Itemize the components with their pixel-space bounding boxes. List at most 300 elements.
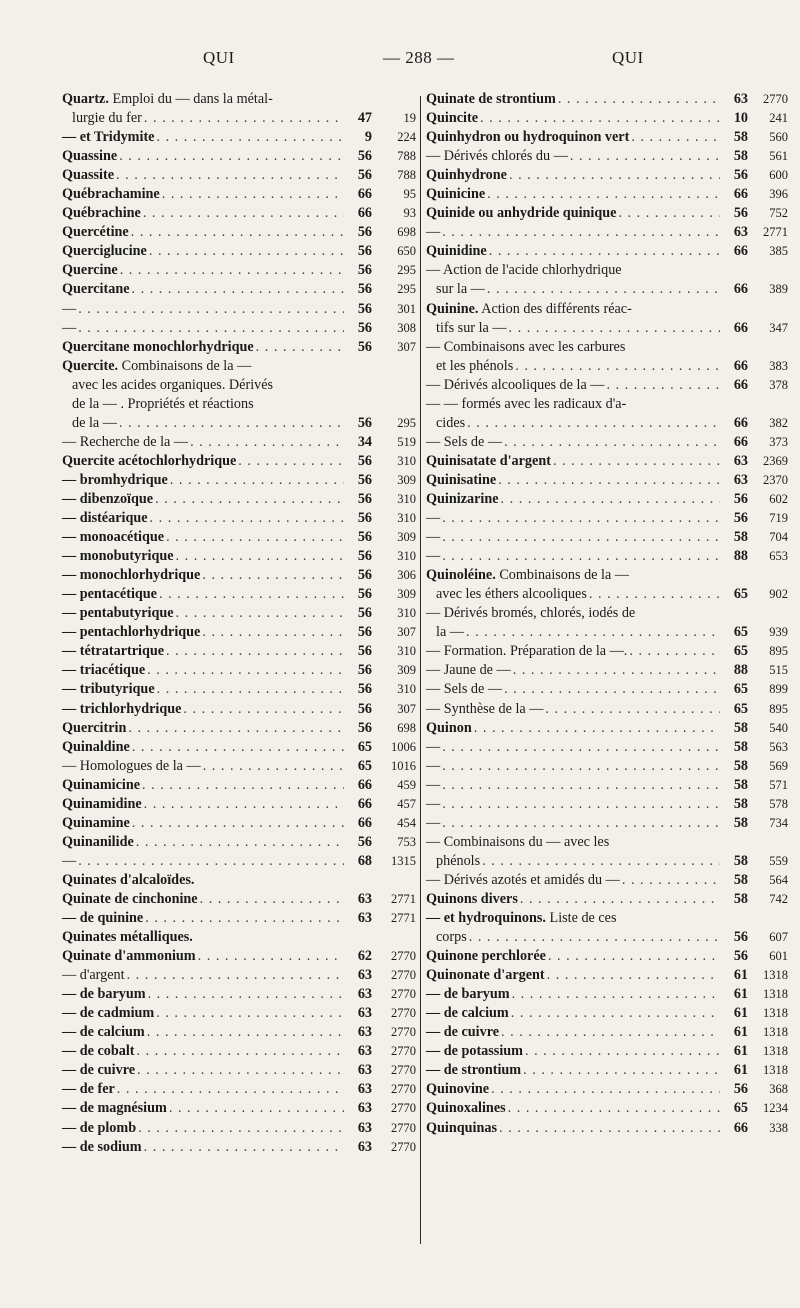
leader-dots xyxy=(170,471,344,490)
volume-number: 88 xyxy=(733,662,748,679)
leader-dots xyxy=(117,1080,344,1099)
index-entry xyxy=(426,1061,788,1080)
index-entry xyxy=(62,661,416,680)
entry-text: — de fer xyxy=(62,1081,115,1098)
entry-text: — trichlorhydrique xyxy=(62,700,182,717)
page-reference: 373 xyxy=(769,434,788,449)
page-reference: 1234 xyxy=(763,1101,788,1116)
entry-text: Quinone perchlorée xyxy=(426,948,546,965)
index-entry xyxy=(62,433,416,452)
volume-number: 63 xyxy=(733,471,748,488)
index-entry xyxy=(426,452,788,471)
index-entry xyxy=(426,833,788,871)
entry-text: — de plomb xyxy=(62,1119,137,1136)
leader-dots xyxy=(523,1061,720,1080)
leader-dots xyxy=(469,928,720,947)
index-entry xyxy=(62,452,416,471)
volume-number: 56 xyxy=(357,319,372,336)
leader-dots xyxy=(442,776,720,795)
entry-text: Quercitrin xyxy=(62,719,127,736)
entry-text: Quinoxalines xyxy=(426,1100,506,1117)
entry-text: — de potassium xyxy=(426,1043,523,1060)
volume-number: 58 xyxy=(733,890,748,907)
index-entry xyxy=(426,471,788,490)
volume-number: 65 xyxy=(733,643,748,660)
leader-dots xyxy=(442,509,720,528)
page-reference: 742 xyxy=(769,891,788,906)
leader-dots xyxy=(137,1061,344,1080)
index-entry xyxy=(62,928,416,947)
index-entry xyxy=(62,871,416,890)
leader-dots xyxy=(116,166,344,185)
leader-dots xyxy=(513,661,720,680)
entry-text: Quinamine xyxy=(62,814,130,831)
index-entry xyxy=(426,757,788,776)
index-entry xyxy=(62,909,416,928)
leader-dots xyxy=(442,528,720,547)
volume-number: 61 xyxy=(733,967,748,984)
index-entry xyxy=(426,204,788,223)
index-entry xyxy=(426,147,788,166)
page-reference: 307 xyxy=(397,701,416,716)
volume-number: 66 xyxy=(733,1119,748,1136)
leader-dots xyxy=(499,1119,720,1138)
entry-text: — de quinine xyxy=(62,910,144,927)
page-reference: 698 xyxy=(397,720,416,735)
volume-number: 56 xyxy=(357,490,372,507)
entry-text: — tributyrique xyxy=(62,681,155,698)
entry-text: Quinidine xyxy=(426,243,487,260)
volume-number: 68 xyxy=(357,852,372,869)
index-entry xyxy=(62,300,416,319)
entry-text: Quinaldine xyxy=(62,738,130,755)
page-reference: 382 xyxy=(769,415,788,430)
entry-text: — xyxy=(426,738,441,755)
entry-text: Quinates métalliques. xyxy=(62,929,193,946)
page-reference: 515 xyxy=(769,663,788,678)
page-reference: 561 xyxy=(769,149,788,164)
page-reference: 389 xyxy=(769,282,788,297)
leader-dots xyxy=(504,680,720,699)
index-entry xyxy=(62,1023,416,1042)
leader-dots xyxy=(491,1080,720,1099)
leader-dots xyxy=(202,566,344,585)
page-reference: 295 xyxy=(397,263,416,278)
entry-text: — xyxy=(426,224,441,241)
index-entry xyxy=(62,585,416,604)
leader-dots xyxy=(132,738,344,757)
index-entry xyxy=(62,147,416,166)
index-entry xyxy=(62,471,416,490)
leader-dots xyxy=(166,642,344,661)
entry-text: de la — . Propriétés et réactions xyxy=(72,395,254,412)
entry-text: — monobutyrique xyxy=(62,548,174,565)
leader-dots xyxy=(509,166,720,185)
volume-number: 65 xyxy=(357,757,372,774)
entry-text: — Formation. Préparation de la —. xyxy=(426,643,628,660)
index-entry xyxy=(62,547,416,566)
volume-number: 56 xyxy=(357,700,372,717)
entry-text: Quinanilide xyxy=(62,833,134,850)
entry-text: — Homologues de la — xyxy=(62,757,201,774)
column-divider xyxy=(420,96,421,1244)
entry-text: — de cuivre xyxy=(426,1024,500,1041)
index-entry xyxy=(62,128,416,147)
leader-dots xyxy=(631,128,720,147)
volume-number: 65 xyxy=(733,586,748,603)
index-entry xyxy=(62,833,416,852)
index-entry xyxy=(62,185,416,204)
leader-dots xyxy=(144,109,344,128)
page-reference: 2770 xyxy=(391,1120,416,1135)
page-reference: 307 xyxy=(397,339,416,354)
index-entry xyxy=(62,1138,416,1157)
volume-number: 65 xyxy=(733,700,748,717)
page-reference: 2770 xyxy=(391,968,416,983)
leader-dots xyxy=(606,376,720,395)
page-reference: 1318 xyxy=(763,1063,788,1078)
page-reference: 752 xyxy=(769,206,788,221)
entry-text: — de strontium xyxy=(426,1062,522,1079)
index-entry xyxy=(426,338,788,376)
leader-dots xyxy=(169,1099,344,1118)
page-reference: 902 xyxy=(769,587,788,602)
leader-dots xyxy=(256,338,344,357)
leader-dots xyxy=(128,719,344,738)
volume-number: 58 xyxy=(733,719,748,736)
leader-dots xyxy=(622,871,720,890)
index-entry xyxy=(62,490,416,509)
index-entry xyxy=(426,890,788,909)
entry-text: — Dérivés alcooliques de la — xyxy=(426,376,605,393)
leader-dots xyxy=(78,300,344,319)
volume-number: 58 xyxy=(733,814,748,831)
page-reference: 301 xyxy=(397,301,416,316)
entry-text: — Action de l'acide chlorhydrique xyxy=(426,262,622,279)
leader-dots xyxy=(147,1023,344,1042)
page-reference: 899 xyxy=(769,682,788,697)
volume-number: 63 xyxy=(357,1100,372,1117)
entry-text: phénols xyxy=(436,852,481,869)
leader-dots xyxy=(155,490,344,509)
volume-number: 9 xyxy=(364,129,372,146)
index-entry xyxy=(426,300,788,338)
entry-text: — tétratartrique xyxy=(62,643,165,660)
volume-number: 66 xyxy=(733,186,748,203)
volume-number: 56 xyxy=(357,224,372,241)
volume-number: 56 xyxy=(357,452,372,469)
volume-number: 61 xyxy=(733,986,748,1003)
page-reference: 2369 xyxy=(763,453,788,468)
page-reference: 698 xyxy=(397,225,416,240)
page-reference: 308 xyxy=(397,320,416,335)
entry-text: — — formés avec les radicaux d'a- xyxy=(426,395,627,412)
leader-dots xyxy=(501,1023,720,1042)
leader-dots xyxy=(78,852,344,871)
leader-dots xyxy=(509,319,720,338)
volume-number: 56 xyxy=(357,281,372,298)
entry-text: — pentabutyrique xyxy=(62,605,174,622)
page-reference: 383 xyxy=(769,358,788,373)
volume-number: 66 xyxy=(357,795,372,812)
index-entry xyxy=(426,909,788,947)
entry-text: — distéarique xyxy=(62,510,148,527)
index-entry xyxy=(62,757,416,776)
leader-dots xyxy=(145,909,344,928)
entry-text: Quercite acétochlorhydrique xyxy=(62,452,237,469)
volume-number: 58 xyxy=(733,757,748,774)
page-reference: 310 xyxy=(397,606,416,621)
leader-dots xyxy=(132,280,344,299)
index-entry xyxy=(426,509,788,528)
page-reference: 1006 xyxy=(391,739,416,754)
entry-text: — et hydroquinons. Liste de ces xyxy=(426,910,617,927)
index-entry xyxy=(62,90,416,128)
page-reference: 224 xyxy=(397,130,416,145)
entry-text: avec les acides organiques. Dérivés xyxy=(72,376,274,393)
volume-number: 56 xyxy=(357,548,372,565)
volume-number: 62 xyxy=(357,948,372,965)
entry-text: Quercitane monochlorhydrique xyxy=(62,338,254,355)
page-reference: 719 xyxy=(769,511,788,526)
volume-number: 58 xyxy=(733,529,748,546)
entry-text: — de cuivre xyxy=(62,1062,136,1079)
index-entry xyxy=(62,985,416,1004)
leader-dots xyxy=(148,985,344,1004)
entry-text: — de baryum xyxy=(62,986,146,1003)
leader-dots xyxy=(442,757,720,776)
volume-number: 66 xyxy=(733,243,748,260)
leader-dots xyxy=(504,433,720,452)
leader-dots xyxy=(166,528,344,547)
page-reference: 2770 xyxy=(391,1044,416,1059)
index-entry xyxy=(62,261,416,280)
index-entry xyxy=(62,814,416,833)
entry-text: sur la — xyxy=(436,281,485,298)
volume-number: 63 xyxy=(357,1062,372,1079)
index-entry xyxy=(426,1119,788,1138)
volume-number: 58 xyxy=(733,871,748,888)
volume-number: 56 xyxy=(733,1081,748,1098)
index-entry xyxy=(426,1099,788,1118)
page-reference: 563 xyxy=(769,739,788,754)
index-entry xyxy=(62,357,416,433)
leader-dots xyxy=(515,357,720,376)
volume-number: 66 xyxy=(733,433,748,450)
leader-dots xyxy=(157,680,344,699)
page-reference: 600 xyxy=(769,168,788,183)
entry-text: — xyxy=(426,814,441,831)
index-entry xyxy=(426,1080,788,1099)
page-header xyxy=(0,48,800,78)
volume-number: 58 xyxy=(733,148,748,165)
page-reference: 2770 xyxy=(391,1101,416,1116)
index-entry xyxy=(62,1061,416,1080)
volume-number: 56 xyxy=(357,529,372,546)
index-entry xyxy=(426,947,788,966)
index-entry xyxy=(62,700,416,719)
page-reference: 310 xyxy=(397,644,416,659)
index-column-left xyxy=(62,90,416,1157)
entry-text: Quinamidine xyxy=(62,795,142,812)
index-entry xyxy=(62,166,416,185)
volume-number: 56 xyxy=(357,833,372,850)
index-entry xyxy=(62,719,416,738)
entry-text: Quercitane xyxy=(62,281,130,298)
page-reference: 2370 xyxy=(763,472,788,487)
entry-text: Quinhydron ou hydroquinon vert xyxy=(426,129,630,146)
entry-text: — de cobalt xyxy=(62,1043,135,1060)
leader-dots xyxy=(156,128,344,147)
entry-text: Quinonate d'argent xyxy=(426,967,545,984)
leader-dots xyxy=(520,890,720,909)
volume-number: 61 xyxy=(733,1005,748,1022)
entry-text: Québrachamine xyxy=(62,186,160,203)
leader-dots xyxy=(162,185,344,204)
volume-number: 56 xyxy=(357,300,372,317)
entry-text: — pentachlorhydrique xyxy=(62,624,201,641)
index-entry xyxy=(426,223,788,242)
volume-number: 56 xyxy=(357,510,372,527)
index-entry xyxy=(426,642,788,661)
entry-text: — et Tridymite xyxy=(62,129,155,146)
page-reference: 95 xyxy=(403,187,416,202)
page-reference: 310 xyxy=(397,511,416,526)
entry-text: — Jaune de — xyxy=(426,662,511,679)
index-entry xyxy=(426,395,788,433)
page-reference: 310 xyxy=(397,491,416,506)
volume-number: 63 xyxy=(357,986,372,1003)
entry-text: — bromhydrique xyxy=(62,471,168,488)
index-entry xyxy=(426,490,788,509)
leader-dots xyxy=(198,947,344,966)
leader-dots xyxy=(547,966,720,985)
volume-number: 66 xyxy=(357,205,372,222)
entry-text: corps xyxy=(436,929,467,946)
entry-text: — Combinaisons avec les carbures xyxy=(426,338,626,355)
page-reference: 602 xyxy=(769,491,788,506)
entry-text: — xyxy=(62,319,77,336)
volume-number: 66 xyxy=(733,357,748,374)
entry-text: avec les éthers alcooliques xyxy=(436,586,587,603)
page-reference: 93 xyxy=(403,206,416,221)
index-entry xyxy=(62,1080,416,1099)
volume-number: 66 xyxy=(733,319,748,336)
volume-number: 56 xyxy=(733,490,748,507)
entry-text: — xyxy=(426,529,441,546)
leader-dots xyxy=(442,795,720,814)
leader-dots xyxy=(558,90,720,109)
index-entry xyxy=(62,642,416,661)
page-reference: 650 xyxy=(397,244,416,259)
leader-dots xyxy=(498,471,720,490)
page-reference: 459 xyxy=(397,777,416,792)
volume-number: 63 xyxy=(357,1024,372,1041)
index-entry xyxy=(426,719,788,738)
index-entry xyxy=(426,1042,788,1061)
leader-dots xyxy=(512,985,720,1004)
volume-number: 56 xyxy=(357,414,372,431)
entry-text: la — xyxy=(436,624,464,641)
volume-number: 56 xyxy=(357,148,372,165)
entry-text: — Dérivés bromés, chlorés, iodés de xyxy=(426,605,636,622)
volume-number: 65 xyxy=(733,624,748,641)
entry-text: — Sels de — xyxy=(426,433,503,450)
leader-dots xyxy=(508,1099,720,1118)
leader-dots xyxy=(487,185,720,204)
volume-number: 63 xyxy=(357,1119,372,1136)
volume-number: 56 xyxy=(357,167,372,184)
running-head-left: QUI xyxy=(203,48,235,67)
entry-text: Quinicine xyxy=(426,186,486,203)
leader-dots xyxy=(238,452,344,471)
entry-text: — Recherche de la — xyxy=(62,433,189,450)
entry-text: — xyxy=(426,757,441,774)
entry-text: Quinamicine xyxy=(62,776,141,793)
entry-text: — de calcium xyxy=(62,1024,145,1041)
volume-number: 58 xyxy=(733,852,748,869)
volume-number: 63 xyxy=(733,224,748,241)
entry-text: — de calcium xyxy=(426,1005,509,1022)
leader-dots xyxy=(487,280,720,299)
volume-number: 66 xyxy=(733,414,748,431)
page-reference: 347 xyxy=(769,320,788,335)
leader-dots xyxy=(132,814,344,833)
leader-dots xyxy=(138,1119,344,1138)
page-reference: 2770 xyxy=(391,1025,416,1040)
volume-number: 63 xyxy=(357,1043,372,1060)
index-entry xyxy=(62,528,416,547)
index-entry xyxy=(62,680,416,699)
entry-text: Quinates d'alcaloïdes. xyxy=(62,871,195,888)
index-entry xyxy=(426,376,788,395)
volume-number: 56 xyxy=(357,338,372,355)
entry-text: Quercite. Combinaisons de la — xyxy=(62,357,252,374)
entry-text: — Sels de — xyxy=(426,681,503,698)
page-reference: 338 xyxy=(769,1120,788,1135)
index-entry xyxy=(426,185,788,204)
entry-text: Quinate d'ammonium xyxy=(62,948,196,965)
index-entry xyxy=(62,623,416,642)
volume-number: 66 xyxy=(357,186,372,203)
page-reference: 309 xyxy=(397,663,416,678)
page-reference: 571 xyxy=(769,777,788,792)
volume-number: 56 xyxy=(357,719,372,736)
volume-number: 66 xyxy=(357,776,372,793)
volume-number: 56 xyxy=(357,662,372,679)
entry-text: Quinoléine. Combinaisons de la — xyxy=(426,567,629,584)
page-reference: 295 xyxy=(397,415,416,430)
volume-number: 56 xyxy=(357,262,372,279)
entry-text: Quinon xyxy=(426,719,472,736)
volume-number: 58 xyxy=(733,795,748,812)
index-entry xyxy=(426,166,788,185)
entry-text: — Dérivés chlorés du — xyxy=(426,148,568,165)
volume-number: 56 xyxy=(733,948,748,965)
page-reference: 310 xyxy=(397,549,416,564)
entry-text: — de baryum xyxy=(426,986,510,1003)
entry-text: Quinovine xyxy=(426,1081,490,1098)
index-entry xyxy=(62,280,416,299)
leader-dots xyxy=(136,833,344,852)
leader-dots xyxy=(482,852,720,871)
entry-text: Quinide ou anhydride quinique xyxy=(426,205,617,222)
entry-text: Quinizarine xyxy=(426,490,499,507)
leader-dots xyxy=(137,1042,344,1061)
volume-number: 58 xyxy=(733,776,748,793)
index-entry xyxy=(62,947,416,966)
page-reference: 704 xyxy=(769,530,788,545)
